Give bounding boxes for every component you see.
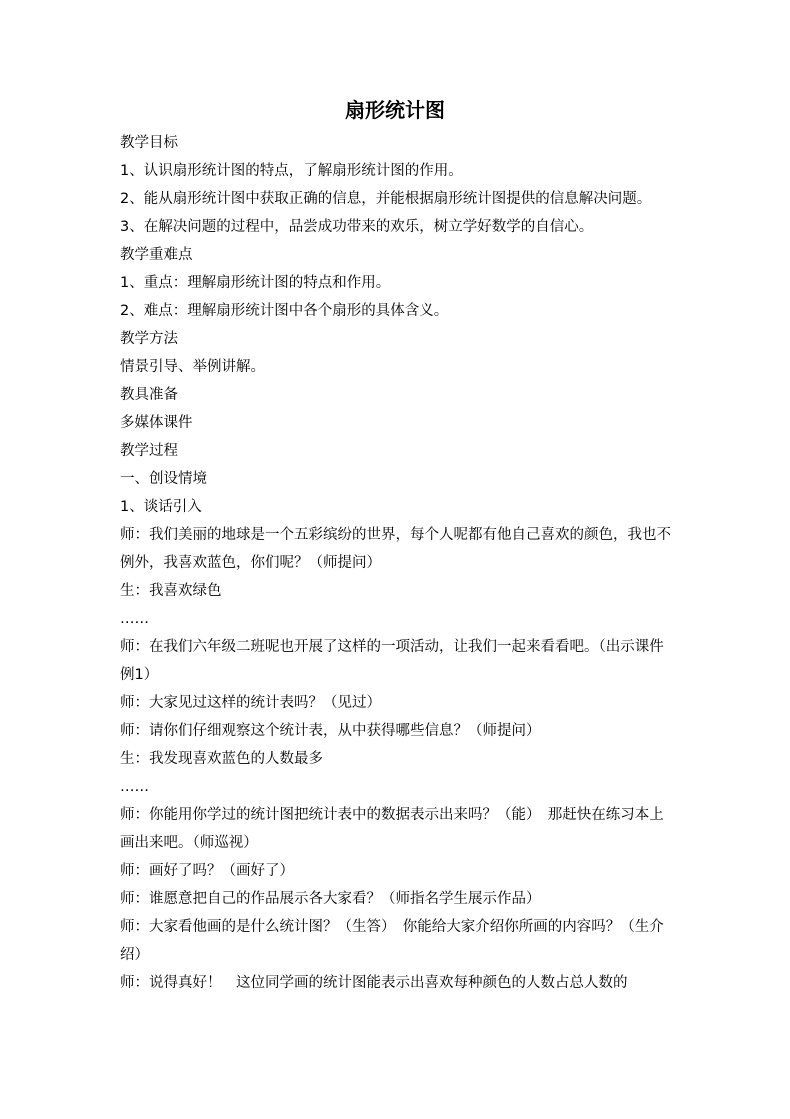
ellipsis-line: …… [120,779,149,795]
dialogue-line: 师：说得真好！ 这位同学画的统计图能表示出喜欢每种颜色的人数占总人数的 [120,975,628,991]
dialogue-line: 师：请你们仔细观察这个统计表，从中获得哪些信息？（师提问） [120,723,541,739]
dialogue-line: 师：谁愿意把自己的作品展示各大家看？（师指名学生展示作品） [120,891,541,907]
objective-item-3: 3、在解决问题的过程中，品尝成功带来的欢乐，树立学好数学的自信心。 [120,219,594,235]
dialogue-line: 师：我们美丽的地球是一个五彩缤纷的世界，每个人呢都有他自己喜欢的颜色，我也不例外，我喜欢蓝色，你们呢？（师提问） [120,527,671,571]
document-body [120,129,675,997]
section-heading-materials: 教具准备 [120,387,178,403]
key-point-item-1: 1、重点：理解扇形统计图的特点和作用。 [120,275,391,291]
process-step-heading: 一、创设情境 [120,471,207,487]
objective-item-1: 1、认识扇形统计图的特点，了解扇形统计图的作用。 [120,163,463,179]
dialogue-line: 师：在我们六年级二班呢也开展了这样的一项活动，让我们一起来看看吧。（出示课件例1） [120,639,664,683]
dialogue-line: 生：我发现喜欢蓝色的人数最多 [120,751,323,767]
process-substep-heading: 1、谈话引入 [120,499,202,515]
methods-text: 情景引导、举例讲解。 [120,359,265,375]
section-heading-objectives: 教学目标 [120,135,178,151]
objective-item-2: 2、能从扇形统计图中获取正确的信息，并能根据扇形统计图提供的信息解决问题。 [120,191,652,207]
section-heading-key-points: 教学重难点 [120,247,193,263]
dialogue-line: 师：画好了吗？（画好了） [120,863,294,879]
dialogue-line: 师：大家见过这样的统计表吗？（见过） [120,695,381,711]
key-point-item-2: 2、难点：理解扇形统计图中各个扇形的具体含义。 [120,303,449,319]
dialogue-line: 师：大家看他画的是什么统计图？（生答） 你能给大家介绍你所画的内容吗？（生介绍） [120,919,664,963]
dialogue-line: 师：你能用你学过的统计图把统计表中的数据表示出来吗？（能） 那赶快在练习本上画出来吧。（师巡视） [120,807,664,851]
ellipsis-line: …… [120,611,149,627]
section-heading-methods: 教学方法 [120,331,178,347]
dialogue-line: 生：我喜欢绿色 [120,583,222,599]
materials-text: 多媒体课件 [120,415,193,431]
section-heading-process: 教学过程 [120,443,178,459]
document-title: 扇形统计图 [345,98,445,122]
